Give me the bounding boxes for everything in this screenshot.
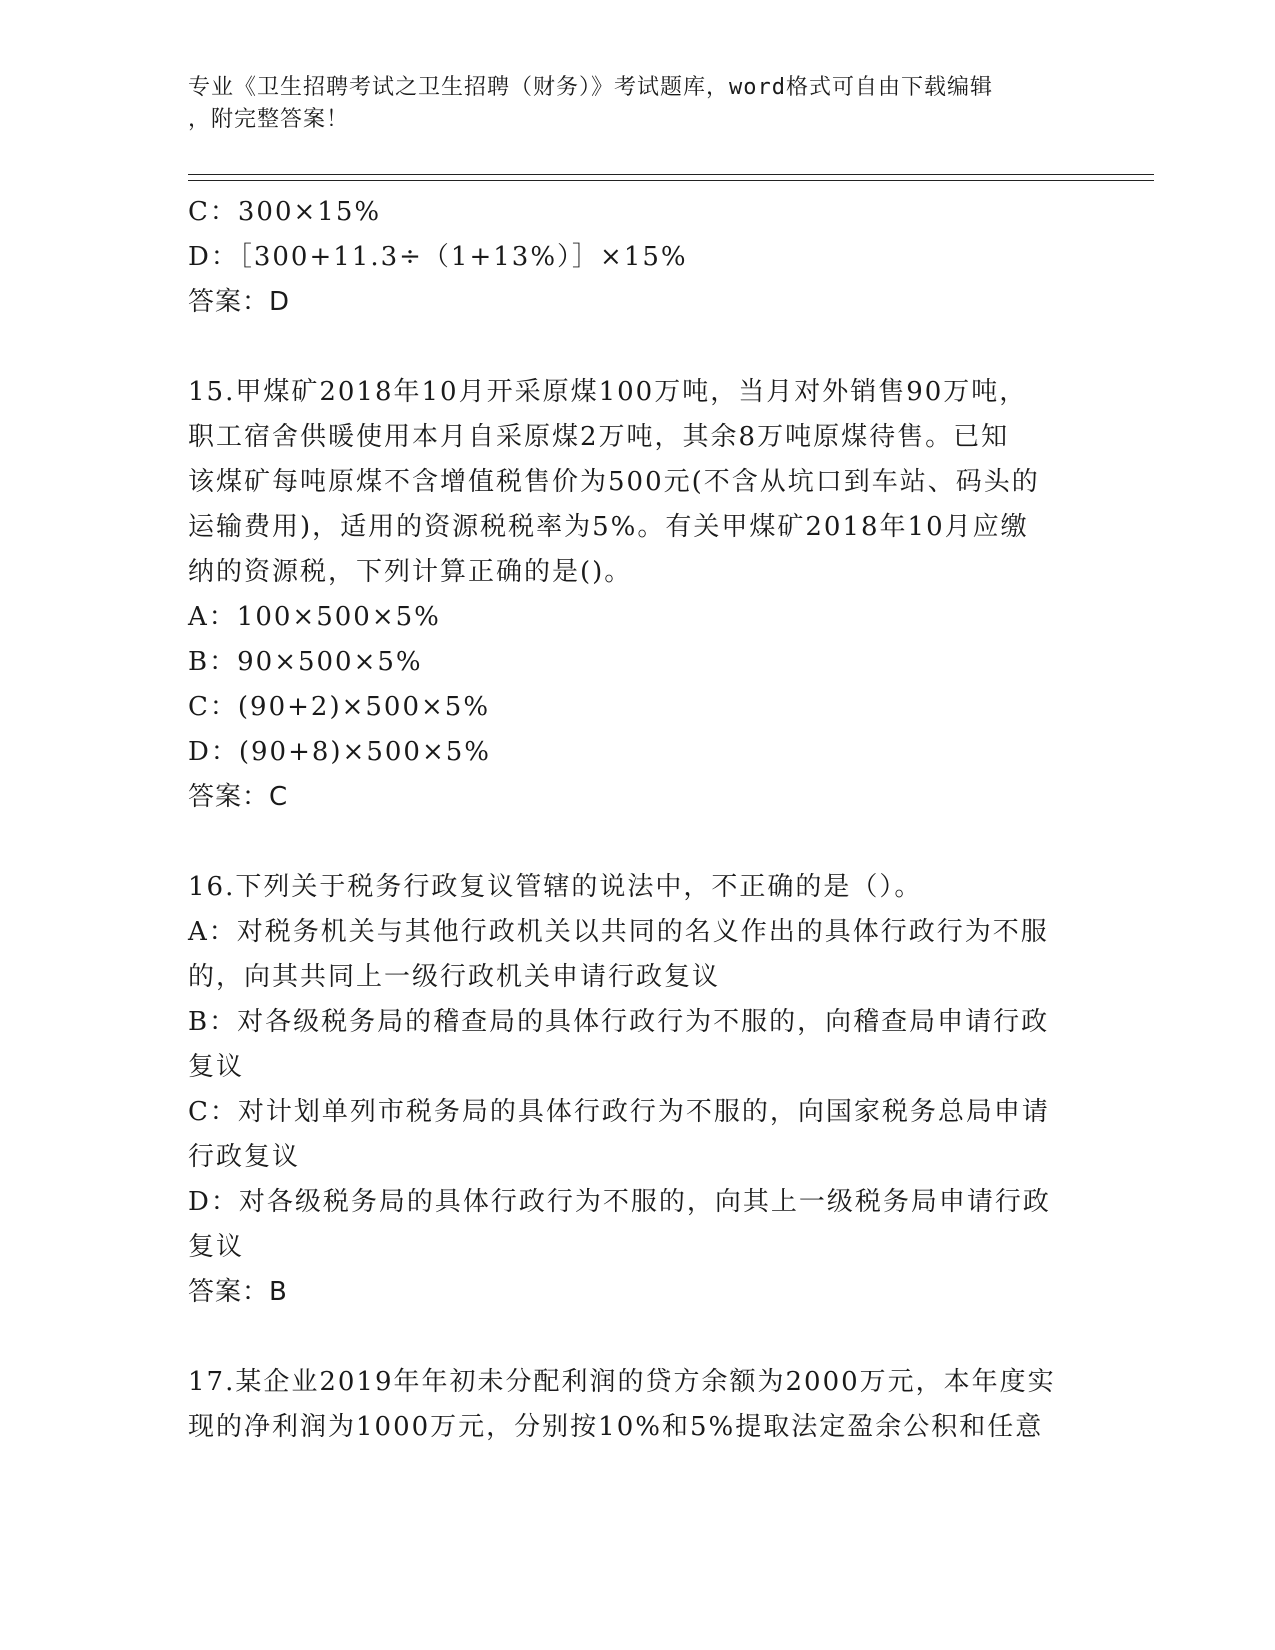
option-c-continued: 行政复议 [188, 1142, 301, 1172]
option-b: B：90×500×5% [188, 647, 423, 677]
question-text-line: 运输费用)，适用的资源税税率为5%。有关甲煤矿2018年10月应缴 [188, 512, 1029, 542]
question-17 [188, 1360, 1078, 1450]
question-text-line: 15.甲煤矿2018年10月开采原煤100万吨，当月对外销售90万吨， [188, 377, 1028, 407]
document-header [188, 72, 1088, 136]
question-text-line: 现的净利润为1000万元，分别按10%和5%提取法定盈余公积和任意 [188, 1412, 1044, 1442]
question-16 [188, 865, 1078, 1315]
option-c: C：300×15% [188, 197, 382, 227]
question-content [188, 190, 1078, 1450]
option-c: C：对计划单列市税务局的具体行政行为不服的，向国家税务总局申请 [188, 1097, 1050, 1127]
question-text-line: 16.下列关于税务行政复议管辖的说法中，不正确的是（）。 [188, 872, 923, 902]
answer-line: 答案：C [188, 782, 289, 812]
question-text-line: 该煤矿每吨原煤不含增值税售价为500元(不含从坑口到车站、码头的 [188, 467, 1040, 497]
question-text-line: 17.某企业2019年年初未分配利润的贷方余额为2000万元，本年度实 [188, 1367, 1056, 1397]
spacer [188, 325, 1078, 370]
option-d-continued: 复议 [188, 1232, 245, 1262]
header-line-1: 专业《卫生招聘考试之卫生招聘（财务）》考试题库，word格式可自由下载编辑 [188, 75, 993, 100]
answer-line: 答案：B [188, 1277, 288, 1307]
option-a-continued: 的，向其共同上一级行政机关申请行政复议 [188, 962, 721, 992]
answer-line: 答案：D [188, 287, 291, 317]
option-a: A：对税务机关与其他行政机关以共同的名义作出的具体行政行为不服 [188, 917, 1049, 947]
question-14-tail [188, 190, 1078, 325]
option-b-continued: 复议 [188, 1052, 245, 1082]
option-c: C：(90+2)×500×5% [188, 692, 491, 722]
option-d: D：(90+8)×500×5% [188, 737, 491, 767]
spacer [188, 1315, 1078, 1360]
option-b: B：对各级税务局的稽查局的具体行政行为不服的，向稽查局申请行政 [188, 1007, 1050, 1037]
question-text-line: 职工宿舍供暖使用本月自采原煤2万吨，其余8万吨原煤待售。已知 [188, 422, 1010, 452]
option-d: D：［300+11.3÷（1+13%）］×15% [188, 242, 688, 272]
question-15 [188, 370, 1078, 820]
spacer [188, 820, 1078, 865]
option-d: D：对各级税务局的具体行政行为不服的，向其上一级税务局申请行政 [188, 1187, 1051, 1217]
header-line-2: ，附完整答案！ [188, 107, 350, 132]
header-divider-bottom [188, 180, 1154, 181]
option-a: A：100×500×5% [188, 602, 441, 632]
header-divider-top [188, 174, 1154, 175]
question-text-line: 纳的资源税，下列计算正确的是()。 [188, 557, 633, 587]
